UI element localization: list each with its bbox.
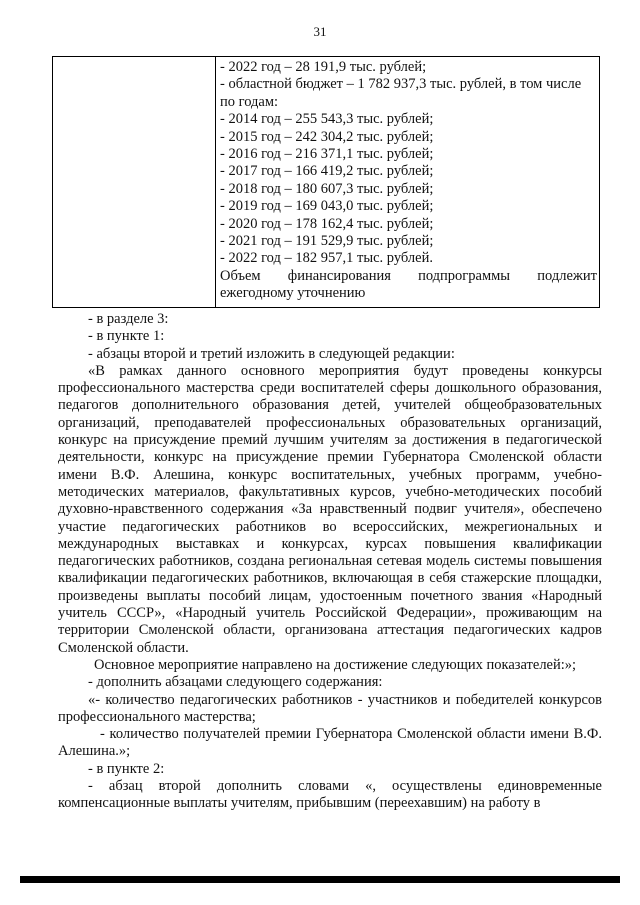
bottom-scan-bar [20, 876, 620, 883]
paragraph: - дополнить абзацами следующего содержания: [88, 674, 383, 691]
funding-line: - 2014 год – 255 543,3 тыс. рублей; [220, 111, 434, 128]
table-row [53, 57, 600, 308]
paragraph: - в разделе 3: [88, 311, 169, 327]
funding-line: - 2017 год – 166 419,2 тыс. рублей; [220, 163, 434, 180]
funding-line: - 2015 год – 242 304,2 тыс. рублей; [220, 128, 434, 145]
paragraph: «- количество педагогических работников - участников и победителей конкурсов профессионального мастерства; [58, 691, 602, 725]
funding-note-line: Объем финансирования подпрограммы подлежит [220, 267, 597, 284]
funding-line: - 2019 год – 169 043,0 тыс. рублей; [220, 198, 434, 215]
paragraph: «В рамках данного основного мероприятия будут проведены конкурсы профессионального мастерства среди воспитателей сферы дошкольного образования, педагогов дополнительного образования детей, учителей общеобразовательных организаций, преподавателей профессиональных образовательных организаций, конкурс на присуждение премий лучшим учителям за достижения в педагогической деятельности, конкурс на присуждение премии Губернатора Смоленской области имени В.Ф. Алешина, конкурс воспитательных, учебных программ, учебно-методических материалов, факультативных курсов, учебно-методических пособий духовно-нравственного содержания «За нравственный подвиг учителя», обеспечено участие педагогических работников во всероссийских, межрегиональных и международных выставках и конкурсах, курсах повышения квалификации педагогических работников, создана региональная сетевая модель системы повышения квалификации педагогических работников, включающая в себя стажерские площадки, произведены выплаты пособий лицам, удостоенным почетного звания «Народный учитель СССР», «Народный учитель Российской Федерации», проживающим на территории Смоленской области, организована аттестация педагогических кадров Смоленской области. [58, 362, 602, 656]
paragraph: - количество получателей премии Губернатора Смоленской области имени В.Ф. Алешина.»; [58, 726, 602, 760]
financing-table [52, 56, 600, 308]
funding-line: - 2016 год – 216 371,1 тыс. рублей; [220, 146, 434, 163]
funding-line: - 2018 год – 180 607,3 тыс. рублей; [220, 180, 434, 197]
paragraph: - в пункте 2: [88, 760, 165, 777]
funding-line: - 2020 год – 178 162,4 тыс. рублей; [220, 215, 434, 232]
funding-line: - 2022 год – 182 957,1 тыс. рублей. [220, 250, 433, 267]
funding-line: - 2021 год – 191 529,9 тыс. рублей; [220, 233, 434, 250]
paragraph: - в пункте 1: [88, 328, 165, 345]
document-body [58, 311, 602, 813]
funding-line: - 2022 год – 28 191,9 тыс. рублей; [220, 59, 427, 75]
page-number: 31 [313, 24, 327, 39]
table-left-cell [53, 57, 216, 308]
paragraph: - абзацы второй и третий изложить в следующей редакции: [88, 345, 455, 362]
funding-line: - областной бюджет – 1 782 937,3 тыс. рублей, в том числе по годам: [220, 76, 582, 110]
table-right-cell [216, 57, 600, 308]
funding-note-line: ежегодному уточнению [220, 285, 366, 302]
paragraph: - абзац второй дополнить словами «, осуществлены единовременные компенсационные выплаты учителям, прибывшим (переехавшим) на работу в [58, 778, 602, 812]
paragraph: Основное мероприятие направлено на достижение следующих показателей:»; [94, 656, 577, 673]
